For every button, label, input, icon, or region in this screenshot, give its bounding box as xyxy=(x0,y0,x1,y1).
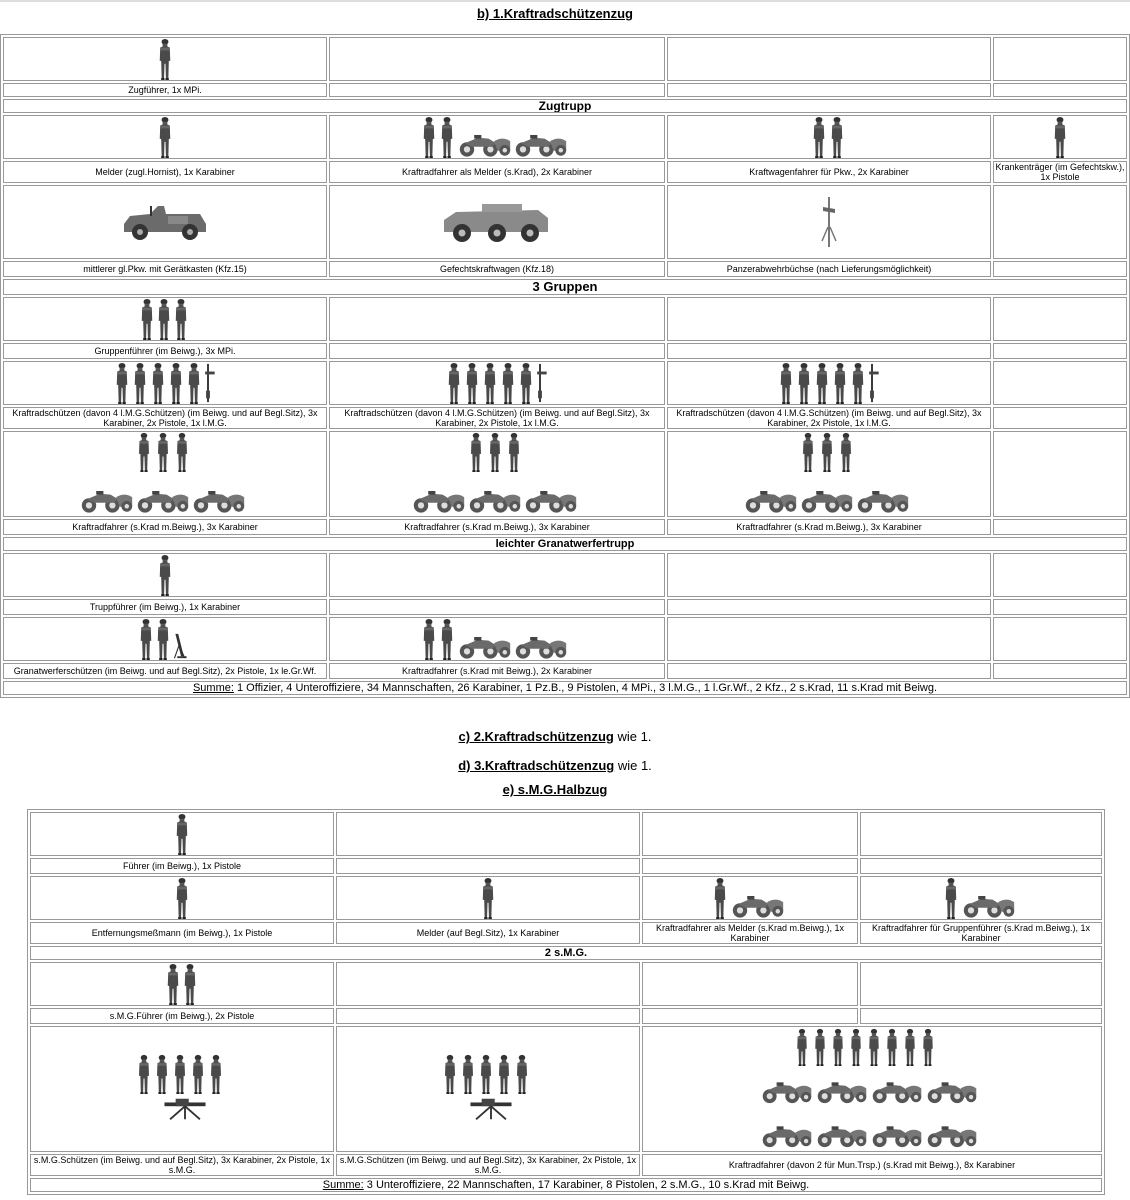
drivers-motorcycles-icon xyxy=(761,1028,983,1150)
img-cell xyxy=(3,553,327,597)
org-table-e xyxy=(27,809,1105,1195)
img-cell xyxy=(329,115,665,159)
img-cell xyxy=(667,361,991,405)
img-cell xyxy=(3,115,327,159)
cell-label: s.M.G.Schützen (im Beiwg. und auf Begl.Sitz), 3x Karabiner, 2x Pistole, 1x s.M.G. xyxy=(336,1154,640,1176)
cell-label: Kraftradschützen (davon 4 l.M.G.Schützen) (im Beiwg. und auf Begl.Sitz), 3x Karabiner, 2x Pistole, 1x l.M.G. xyxy=(667,407,991,429)
cell-label: Truppführer (im Beiwg.), 1x Karabiner xyxy=(3,599,327,615)
hmg-team-icon xyxy=(137,1054,227,1124)
squad-lmg-icon xyxy=(115,362,215,404)
img-cell xyxy=(3,297,327,341)
cell-label: Kraftradfahrer (s.Krad m.Beiwg.), 3x Karabiner xyxy=(329,519,665,535)
cell-label: Kraftwagenfahrer für Pkw., 2x Karabiner xyxy=(667,161,991,183)
section-c-link[interactable]: c) 2.Kraftradschützenzug xyxy=(458,729,614,744)
summary-text: 3 Unteroffiziere, 22 Mannschaften, 17 Karabiner, 8 Pistolen, 2 s.M.G., 10 s.Krad mit Beiwg. xyxy=(363,1179,810,1191)
soldier-pair-icon xyxy=(166,963,198,1005)
top-border xyxy=(0,0,1130,2)
cell-label: Entfernungsmeßmann (im Beiwg.), 1x Pistole xyxy=(30,922,334,944)
img-cell xyxy=(3,617,327,661)
cell-label: Melder (zugl.Hornist), 1x Karabiner xyxy=(3,161,327,183)
img-cell xyxy=(329,361,665,405)
section-d-title xyxy=(0,758,1110,773)
riders-motorcycles-icon xyxy=(422,116,572,158)
truck-kfz18-icon xyxy=(442,200,552,244)
riders-motorcycles-icon xyxy=(422,618,572,660)
cell-label: Kraftradfahrer als Melder (s.Krad m.Beiwg.), 1x Karabiner xyxy=(642,922,858,944)
drivers-motorcycles-icon xyxy=(412,432,582,516)
antitank-rifle-icon xyxy=(819,197,839,247)
cell-label: Kraftradfahrer als Melder (s.Krad), 2x Karabiner xyxy=(329,161,665,183)
summary-label: Summe: xyxy=(322,1179,364,1191)
hmg-team-icon xyxy=(443,1054,533,1124)
img-cell xyxy=(329,185,665,259)
section-c-note: wie 1. xyxy=(617,729,652,744)
img-cell xyxy=(860,876,1102,920)
summary-row xyxy=(30,1178,1102,1192)
img-cell xyxy=(30,876,334,920)
img-cell xyxy=(30,962,334,1006)
cell-label: Kraftradfahrer (s.Krad m.Beiwg.), 3x Karabiner xyxy=(667,519,991,535)
cell-label: s.M.G.Schützen (im Beiwg. und auf Begl.Sitz), 3x Karabiner, 2x Pistole, 1x s.M.G. xyxy=(30,1154,334,1176)
cell-label: Panzerabwehrbüchse (nach Lieferungsmöglichkeit) xyxy=(667,261,991,277)
cell-label: Kraftradfahrer für Gruppenführer (s.Krad m.Beiwg.), 1x Karabiner xyxy=(860,922,1102,944)
group-heading: Zugtrupp xyxy=(3,99,1127,113)
img-cell xyxy=(667,431,991,517)
rider-motorcycle-icon xyxy=(713,877,787,919)
car-kfz15-icon xyxy=(120,202,210,242)
img-cell xyxy=(642,1026,1102,1152)
summary-text: 1 Offizier, 4 Unteroffiziere, 34 Mannschaften, 26 Karabiner, 1 Pz.B., 9 Pistolen, 4 MPi., 3 l.M.G., 1 l.Gr.Wf., 2 Kfz., 2 s.Krad, 11 s.Krad mit Beiwg. xyxy=(233,682,938,694)
img-cell xyxy=(30,812,334,856)
img-cell xyxy=(3,37,327,81)
cell-label: Kraftradfahrer (s.Krad mit Beiwg.), 2x Karabiner xyxy=(329,663,665,679)
img-cell xyxy=(993,115,1127,159)
soldier-figure-icon xyxy=(158,116,172,158)
soldier-group-icon xyxy=(140,298,190,340)
mortar-team-icon xyxy=(139,618,191,660)
section-b-title xyxy=(0,6,1110,21)
cell-label: Gefechtskraftwagen (Kfz.18) xyxy=(329,261,665,277)
soldier-figure-icon xyxy=(158,38,172,80)
img-cell xyxy=(3,185,327,259)
img-cell xyxy=(336,1026,640,1152)
group-heading: 3 Gruppen xyxy=(3,279,1127,295)
section-c-title xyxy=(0,729,1110,744)
section-b-link[interactable]: b) 1.Kraftradschützenzug xyxy=(476,6,633,21)
cell-label: Gruppenführer (im Beiwg.), 3x MPi. xyxy=(3,343,327,359)
soldier-figure-icon xyxy=(1053,116,1067,158)
img-cell xyxy=(329,431,665,517)
section-e-title xyxy=(0,782,1110,797)
cell-label: Kraftradschützen (davon 4 l.M.G.Schützen) (im Beiwg. und auf Begl.Sitz), 3x Karabiner, 2x Pistole, 1x l.M.G. xyxy=(3,407,327,429)
soldier-pair-icon xyxy=(812,116,846,158)
section-d-note: wie 1. xyxy=(617,758,652,773)
img-cell xyxy=(3,361,327,405)
soldier-figure-icon xyxy=(158,554,172,596)
img-cell xyxy=(642,876,858,920)
section-d-link[interactable]: d) 3.Kraftradschützenzug xyxy=(458,758,615,773)
drivers-motorcycles-icon xyxy=(80,432,250,516)
cell-label: Zugführer, 1x MPi. xyxy=(3,83,327,97)
rider-motorcycle-icon xyxy=(944,877,1018,919)
soldier-figure-icon xyxy=(175,813,189,855)
img-cell xyxy=(667,115,991,159)
img-cell xyxy=(667,185,991,259)
drivers-motorcycles-icon xyxy=(744,432,914,516)
cell-label: Führer (im Beiwg.), 1x Pistole xyxy=(30,858,334,874)
img-cell xyxy=(336,876,640,920)
cell-label: Melder (auf Begl.Sitz), 1x Karabiner xyxy=(336,922,640,944)
squad-lmg-icon xyxy=(779,362,879,404)
cell-label: mittlerer gl.Pkw. mit Gerätkasten (Kfz.15) xyxy=(3,261,327,277)
cell-label: Kraftradfahrer (davon 2 für Mun.Trsp.) (s.Krad mit Beiwg.), 8x Karabiner xyxy=(642,1154,1102,1176)
summary-row xyxy=(3,681,1127,695)
img-cell xyxy=(3,431,327,517)
soldier-figure-icon xyxy=(175,877,189,919)
cell-label: Krankenträger (im Gefechtskw.), 1x Pistole xyxy=(993,161,1127,183)
squad-lmg-icon xyxy=(447,362,547,404)
org-table-b xyxy=(0,34,1130,698)
img-cell xyxy=(30,1026,334,1152)
summary-label: Summe: xyxy=(192,682,234,694)
group-heading: leichter Granatwerfertrupp xyxy=(3,537,1127,551)
cell-label: s.M.G.Führer (im Beiwg.), 2x Pistole xyxy=(30,1008,334,1024)
cell-label: Granatwerferschützen (im Beiwg. und auf Begl.Sitz), 2x Pistole, 1x le.Gr.Wf. xyxy=(3,663,327,679)
group-heading: 2 s.M.G. xyxy=(30,946,1102,960)
img-cell xyxy=(329,617,665,661)
cell-label: Kraftradschützen (davon 4 l.M.G.Schützen) (im Beiwg. und auf Begl.Sitz), 3x Karabiner, 2x Pistole, 1x l.M.G. xyxy=(329,407,665,429)
soldier-figure-icon xyxy=(481,877,495,919)
section-e-link[interactable]: e) s.M.G.Halbzug xyxy=(502,782,608,797)
cell-label: Kraftradfahrer (s.Krad m.Beiwg.), 3x Karabiner xyxy=(3,519,327,535)
